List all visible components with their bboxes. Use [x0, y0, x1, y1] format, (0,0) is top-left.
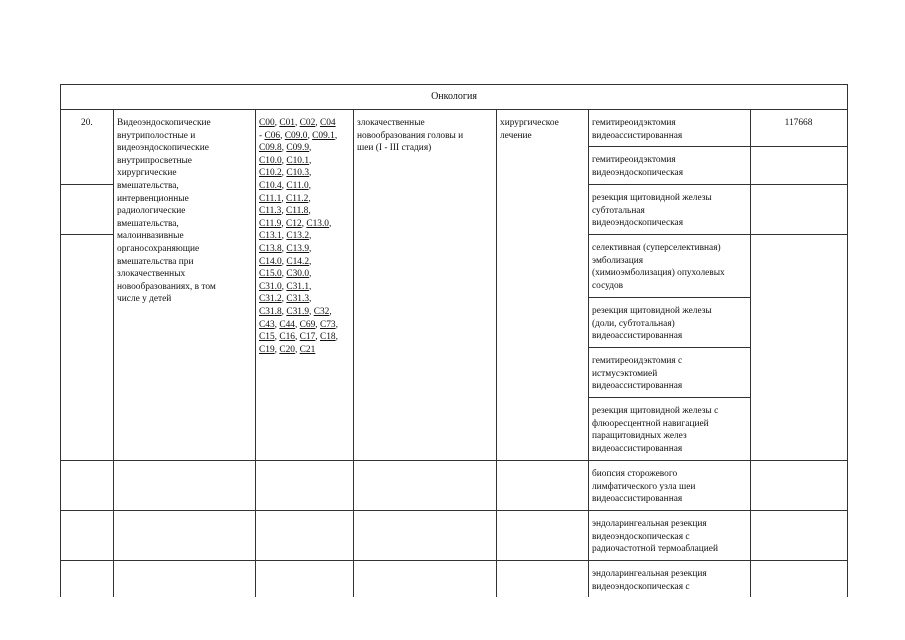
icd-code-link[interactable]: C10.4: [259, 180, 282, 191]
icd-code-link[interactable]: C30.0: [286, 269, 310, 280]
icd-codes-line: [259, 281, 353, 294]
row-divider: [61, 510, 847, 511]
method-item: эндоларингеальная резекция видеоэндоскопическая с: [592, 569, 707, 592]
icd-separator: ,: [309, 143, 312, 154]
icd-separator: ,: [281, 231, 287, 242]
icd-code-link[interactable]: C15.0: [259, 269, 282, 280]
icd-separator: ,: [281, 168, 287, 179]
section-title: Онкология: [61, 85, 847, 110]
icd-code-link[interactable]: C12: [286, 218, 302, 229]
icd-separator: ,: [315, 118, 320, 128]
col-divider-3: [353, 109, 354, 597]
row-divider: [588, 184, 847, 185]
icd-code-link[interactable]: C10.0: [259, 155, 282, 166]
icd-separator: ,: [294, 118, 300, 128]
icd-separator: ,: [309, 168, 312, 179]
icd-separator: -: [259, 130, 265, 141]
method-item: резекция щитовидной железы (доли, субтотальная) видеоассистированная: [592, 306, 712, 342]
icd-codes-line: [259, 331, 353, 344]
icd-code-link[interactable]: C20: [279, 344, 295, 355]
icd-separator: ,: [309, 306, 314, 317]
icd-code-link[interactable]: C02: [299, 118, 316, 128]
icd-codes-line: [259, 268, 353, 281]
icd-codes-line: [259, 344, 353, 357]
icd-code-link[interactable]: C00: [259, 118, 275, 128]
icd-separator: ,: [309, 256, 312, 267]
icd-code-link[interactable]: C09.1: [312, 130, 335, 141]
row-divider: [588, 347, 750, 348]
icd-separator: ,: [274, 332, 280, 343]
icd-codes: [259, 117, 353, 356]
icd-codes-line: [259, 306, 353, 319]
icd-code-link[interactable]: C69: [299, 319, 316, 330]
icd-separator: ,: [335, 319, 338, 330]
icd-separator: ,: [281, 294, 287, 305]
icd-code-link[interactable]: C11.9: [259, 218, 282, 229]
icd-code-link[interactable]: C21: [299, 344, 316, 355]
icd-separator: ,: [301, 218, 307, 229]
icd-code-link[interactable]: C11.1: [259, 193, 282, 204]
icd-code-link[interactable]: C31.9: [286, 306, 310, 317]
icd-separator: ,: [309, 231, 312, 242]
icd-code-link[interactable]: C31.3: [286, 294, 310, 305]
icd-code-link[interactable]: C17: [299, 332, 316, 343]
row-divider: [61, 234, 113, 235]
col-divider-4: [496, 109, 497, 597]
icd-codes-line: [259, 155, 353, 168]
icd-codes-line: [259, 167, 353, 180]
icd-codes-line: [259, 142, 353, 155]
icd-separator: ,: [281, 193, 286, 204]
icd-codes-line: [259, 243, 353, 256]
icd-code-link[interactable]: C10.1: [286, 155, 310, 166]
icd-separator: ,: [281, 281, 287, 292]
row-divider: [588, 297, 750, 298]
icd-code-link[interactable]: C01: [279, 118, 295, 128]
icd-codes-line: [259, 293, 353, 306]
diagnosis: злокачественные новообразования головы и шеи (I - III стадия): [357, 118, 464, 154]
icd-code-link[interactable]: C10.2: [259, 168, 282, 179]
icd-code-link[interactable]: C13.1: [259, 231, 282, 242]
icd-code-link[interactable]: C13.0: [306, 218, 329, 229]
icd-separator: ,: [329, 306, 332, 317]
icd-code-link[interactable]: C11.2: [286, 193, 309, 204]
col-divider-2: [255, 109, 256, 597]
col-divider-1: [113, 109, 114, 597]
icd-separator: ,: [315, 332, 320, 343]
icd-separator: ,: [307, 130, 313, 141]
icd-codes-line: [259, 117, 353, 130]
method-item: гемитиреоидэктомия с истмусэктомией видеоассистированная: [592, 356, 683, 392]
icd-code-link[interactable]: C31.8: [259, 306, 282, 317]
icd-code-link[interactable]: C11.3: [259, 206, 282, 217]
icd-separator: ,: [274, 344, 280, 355]
icd-separator: ,: [281, 218, 286, 229]
icd-code-link[interactable]: C16: [279, 332, 295, 343]
method-item: гемитиреоидэктомия видеоэндоскопическая: [592, 155, 684, 178]
method-item: резекция щитовидной железы с флюоресцентной навигацией паращитовидных желез видеоассистированная: [592, 406, 719, 454]
icd-separator: ,: [281, 256, 287, 267]
icd-separator: ,: [281, 143, 287, 154]
treatment-type: хирургическое лечение: [500, 118, 559, 141]
icd-separator: ,: [309, 155, 312, 166]
intervention-description: Видеоэндоскопические внутриполостные и видеоэндоскопические внутрипросветные хирургические вмешательства, интервенционные радиологические вмешательства, малоинвазивные органосохраняющие вмешательства при злокачественных новообразованиях, в том числе у детей: [117, 118, 216, 305]
icd-code-link[interactable]: C04: [319, 118, 336, 128]
icd-code-link[interactable]: C19: [259, 344, 275, 355]
row-divider: [588, 397, 750, 398]
row-divider: [61, 184, 113, 185]
icd-code-link[interactable]: C06: [264, 130, 281, 141]
icd-separator: ,: [335, 332, 338, 343]
icd-separator: ,: [315, 319, 320, 330]
row-divider: [61, 560, 847, 561]
icd-separator: ,: [281, 180, 287, 191]
icd-code-link[interactable]: C09.0: [284, 130, 308, 141]
col-divider-6: [750, 109, 751, 597]
icd-code-link[interactable]: C31.0: [259, 281, 282, 292]
icd-separator: ,: [334, 130, 338, 141]
icd-separator: ,: [309, 243, 312, 254]
icd-separator: ,: [308, 193, 311, 204]
icd-code-link[interactable]: C13.2: [286, 231, 310, 242]
icd-code-link[interactable]: C44: [279, 319, 295, 330]
method-item: биопсия сторожевого лимфатического узла шеи видеоассистированная: [592, 469, 696, 505]
icd-code-link[interactable]: C11.8: [286, 206, 309, 217]
icd-separator: ,: [281, 306, 287, 317]
icd-code-link[interactable]: C11.0: [286, 180, 309, 191]
icd-separator: ,: [281, 269, 287, 280]
icd-separator: ,: [274, 118, 280, 128]
icd-code-link[interactable]: C43: [259, 319, 275, 330]
icd-code-link[interactable]: C31.2: [259, 294, 282, 305]
icd-code-link[interactable]: C13.9: [286, 243, 310, 254]
icd-codes-line: [259, 193, 353, 206]
icd-code-link[interactable]: C15: [259, 332, 275, 343]
icd-separator: ,: [274, 319, 280, 330]
icd-codes-line: [259, 319, 353, 332]
icd-separator: ,: [308, 206, 311, 217]
row-divider: [588, 146, 847, 147]
method-item: селективная (суперселективная) эмболизация (химиоэмболизация) опухолевых сосудов: [592, 243, 725, 291]
method-item: гемитиреоидэктомия видеоассистированная: [592, 118, 683, 141]
icd-separator: ,: [294, 319, 300, 330]
method-item: резекция щитовидной железы субтотальная видеоэндоскопическая: [592, 193, 712, 229]
icd-codes-line: [259, 205, 353, 218]
icd-codes-line: [259, 218, 353, 231]
icd-code-link[interactable]: C73: [319, 319, 336, 330]
icd-code-link[interactable]: C09.9: [286, 143, 310, 154]
icd-separator: ,: [309, 269, 312, 280]
icd-separator: ,: [308, 180, 312, 191]
cost-value: 117668: [784, 118, 813, 128]
icd-separator: ,: [281, 155, 287, 166]
oncology-table: [60, 84, 848, 597]
icd-code-link[interactable]: C31.1: [286, 281, 310, 292]
icd-separator: ,: [280, 130, 285, 141]
icd-separator: ,: [294, 344, 300, 355]
icd-separator: ,: [309, 281, 312, 292]
icd-code-link[interactable]: C13.8: [259, 243, 282, 254]
row-divider: [61, 460, 847, 461]
icd-code-link[interactable]: C18: [319, 332, 336, 343]
icd-codes-line: [259, 256, 353, 269]
icd-code-link[interactable]: C32: [313, 306, 330, 317]
row-divider: [588, 234, 847, 235]
icd-code-link[interactable]: C09.8: [259, 143, 282, 154]
method-item: эндоларингеальная резекция видеоэндоскопическая с радиочастотной термоаблацией: [592, 519, 718, 555]
icd-codes-line: [259, 180, 353, 193]
row-number: 20.: [81, 118, 93, 128]
col-divider-5: [588, 109, 589, 597]
icd-separator: ,: [294, 332, 300, 343]
icd-separator: ,: [309, 294, 312, 305]
icd-codes-line: [259, 130, 353, 143]
icd-code-link[interactable]: C10.3: [286, 168, 310, 179]
icd-separator: ,: [281, 243, 287, 254]
icd-separator: ,: [329, 218, 332, 229]
icd-code-link[interactable]: C14.0: [259, 256, 282, 267]
icd-separator: ,: [281, 206, 286, 217]
icd-code-link[interactable]: C14.2: [286, 256, 310, 267]
icd-codes-line: [259, 230, 353, 243]
